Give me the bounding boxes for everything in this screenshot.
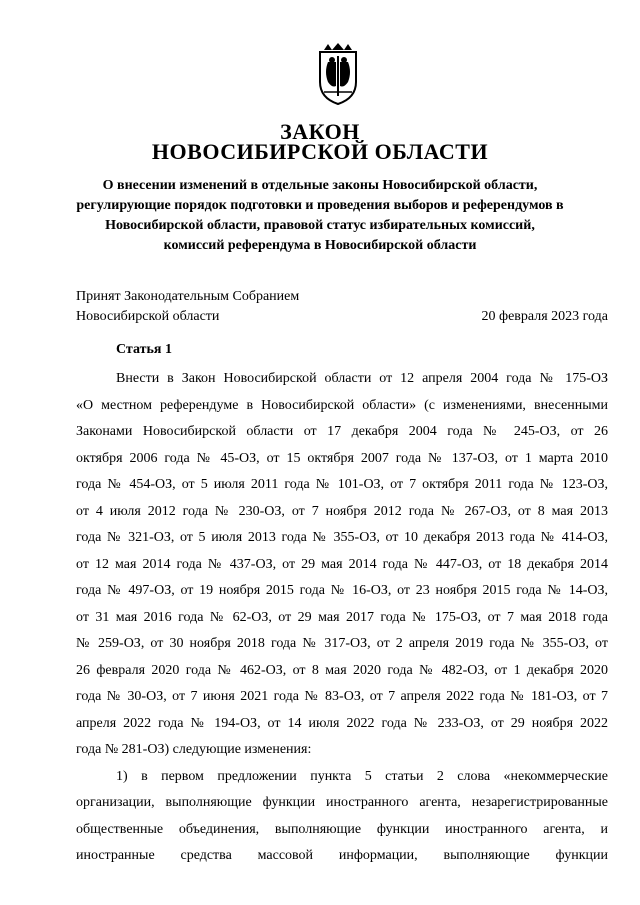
subtitle-line: регулирующие порядок подготовки и проведения выборов и референдумов в <box>76 198 564 213</box>
article-body <box>76 366 608 870</box>
body-line: года № 497-ОЗ, от 19 ноября 2015 года № 16-ОЗ, от 23 ноября 2015 года № 14-ОЗ, <box>76 583 608 598</box>
body-line: апреля 2022 года № 194-ОЗ, от 14 июля 2022 года № 233-ОЗ, от 29 ноября 2022 <box>76 715 608 731</box>
body-line: года № 30-ОЗ, от 7 июня 2021 года № 83-ОЗ, от 7 апреля 2022 года № 181-ОЗ, от 7 <box>76 689 608 704</box>
body-line: от 31 мая 2016 года № 62-ОЗ, от 29 мая 2017 года № 175-ОЗ, от 7 мая 2018 года <box>76 609 608 625</box>
body-line: года № 454-ОЗ, от 5 июля 2011 года № 101-ОЗ, от 7 октября 2011 года № 123-ОЗ, <box>76 477 608 492</box>
body-line: Законами Новосибирской области от 17 декабря 2004 года № 245-ОЗ, от 26 <box>76 424 608 439</box>
body-line: «О местном референдуме в Новосибирской области» (с изменениями, внесенными <box>76 397 608 413</box>
body-line: иностранные средства массовой информации, выполняющие функции <box>76 848 608 863</box>
law-title: ЗАКОН <box>280 119 360 144</box>
body-line: № 259-ОЗ, от 30 ноября 2018 года № 317-ОЗ, от 2 апреля 2019 года № 355-ОЗ, от <box>76 636 608 651</box>
body-line: года № 321-ОЗ, от 5 июля 2013 года № 355-ОЗ, от 10 декабря 2013 года № 414-ОЗ, <box>76 530 608 545</box>
subtitle-line: комиссий референдума в Новосибирской области <box>163 238 477 253</box>
adopted-by-line1: Принят Законодательным Собранием <box>76 289 300 304</box>
body-line: Внести в Закон Новосибирской области от 12 апреля 2004 года № 175-ОЗ <box>116 371 608 386</box>
coat-of-arms-icon <box>314 42 362 106</box>
body-line: октября 2006 года № 45-ОЗ, от 15 октября 2007 года № 137-ОЗ, от 1 марта 2010 <box>76 450 608 466</box>
body-line: от 4 июля 2012 года № 230-ОЗ, от 7 ноября 2012 года № 267-ОЗ, от 8 мая 2013 <box>76 503 608 519</box>
body-line: общественные объединения, выполняющие функции иностранного агента, и <box>76 821 608 837</box>
body-line: 1) в первом предложении пункта 5 статьи 2 слова «некоммерческие <box>116 768 608 784</box>
law-region-title: НОВОСИБИРСКОЙ ОБЛАСТИ <box>151 139 489 164</box>
body-line: года № 281-ОЗ) следующие изменения: <box>76 742 312 757</box>
subtitle-line: Новосибирской области, правовой статус избирательных комиссий, <box>105 218 535 233</box>
article-heading: Статья 1 <box>116 342 172 357</box>
adopted-by-line2: Новосибирской области <box>76 309 220 324</box>
body-line: от 12 мая 2014 года № 437-ОЗ, от 29 мая 2014 года № 447-ОЗ, от 18 декабря 2014 <box>76 556 608 572</box>
body-line: 26 февраля 2020 года № 462-ОЗ, от 8 мая 2020 года № 482-ОЗ, от 1 декабря 2020 <box>76 662 608 678</box>
adoption-date: 20 февраля 2023 года <box>481 309 608 324</box>
subtitle-line: О внесении изменений в отдельные законы Новосибирской области, <box>102 178 538 193</box>
law-subtitle <box>60 176 580 256</box>
body-line: организации, выполняющие функции иностранного агента, незарегистрированные <box>76 795 608 810</box>
adoption-block <box>76 287 608 327</box>
